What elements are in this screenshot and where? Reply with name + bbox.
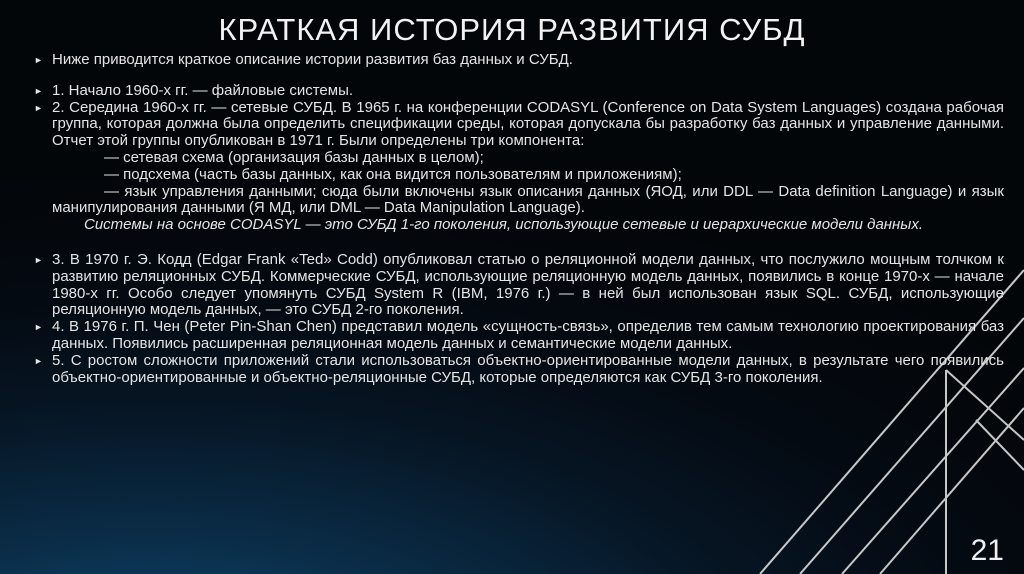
bullet-triangle-icon: ► (34, 85, 43, 96)
bullet-triangle-icon: ► (34, 355, 43, 366)
point-3 (34, 252, 1004, 319)
point-2-text: 2. Середина 1960-х гг. — сетевые СУБД. В 1965 г. на конференции CODASYL (Conference on Data System Languages) создана рабочая группа, которая должна была определить спецификации среды, которая допускала бы разработку баз данных и управление данными. Отчет этой группы опубликован в 1971 г. Были определены три компонента: (52, 98, 1004, 150)
point-2-item-3: — язык управления данными; сюда были включены язык описания данных (ЯОД, или DDL — Data definition Language) и язык манипулирования данными (Я МД, или DML — Data Manipulation Language). (52, 182, 1004, 217)
intro-text: Ниже приводится краткое описание истории развития баз данных и СУБД. (52, 51, 573, 68)
point-4-text: 4. В 1976 г. П. Чен (Peter Pin-Shan Chen) представил модель «сущность-связь», определив тем самым технологию проектирования баз данных. Появились расширенная реляционная модель данных и семантические модели данных. (52, 318, 1004, 352)
point-1-text: 1. Начало 1960-х гг. — файловые системы. (52, 81, 354, 99)
point-1 (34, 83, 1004, 100)
point-2-item-2: — подсхема (часть базы данных, как она видится пользователям и приложениям); (104, 165, 682, 183)
page-number: 21 (970, 534, 1004, 567)
point-2 (34, 100, 1004, 234)
bullet-triangle-icon: ► (34, 254, 43, 265)
bullet-triangle-icon: ► (34, 102, 43, 113)
point-5-text: 5. С ростом сложности приложений стали использоваться объектно-ориентированные модели данных, в результате чего появились объектно-ориентированные и объектно-реляционные СУБД, которые определяются как СУБД 3-го поколения. (52, 351, 1004, 386)
bullet-triangle-icon: ► (34, 55, 43, 65)
point-2-note: Системы на основе CODASYL — это СУБД 1-го поколения, использующие сетевые и иерархические модели данных. (84, 216, 923, 234)
point-3-text: 3. В 1970 г. Э. Кодд (Edgar Frank «Ted» Codd) опубликовал статью о реляционной модели данных, что послужило мощным толчком к развитию реляционных СУБД. Коммерческие СУБД, использующие реляционную модель данных, появились в конце 1970-х — начале 1980-х гг. Особо следует упомянуть СУБД System R (IBM, 1976 г.) — в ней был использован язык SQL. СУБД, использующие реляционную модель данных, — это СУБД 2-го поколения. (52, 250, 1004, 319)
bullet-triangle-icon: ► (34, 322, 43, 333)
point-2-item-1: — сетевая схема (организация базы данных в целом); (104, 148, 484, 166)
slide-title: КРАТКАЯ ИСТОРИЯ РАЗВИТИЯ СУБД (218, 12, 806, 47)
intro-paragraph (34, 52, 1004, 69)
slide-content (34, 52, 1004, 386)
point-4 (34, 319, 1004, 353)
point-5 (34, 353, 1004, 387)
